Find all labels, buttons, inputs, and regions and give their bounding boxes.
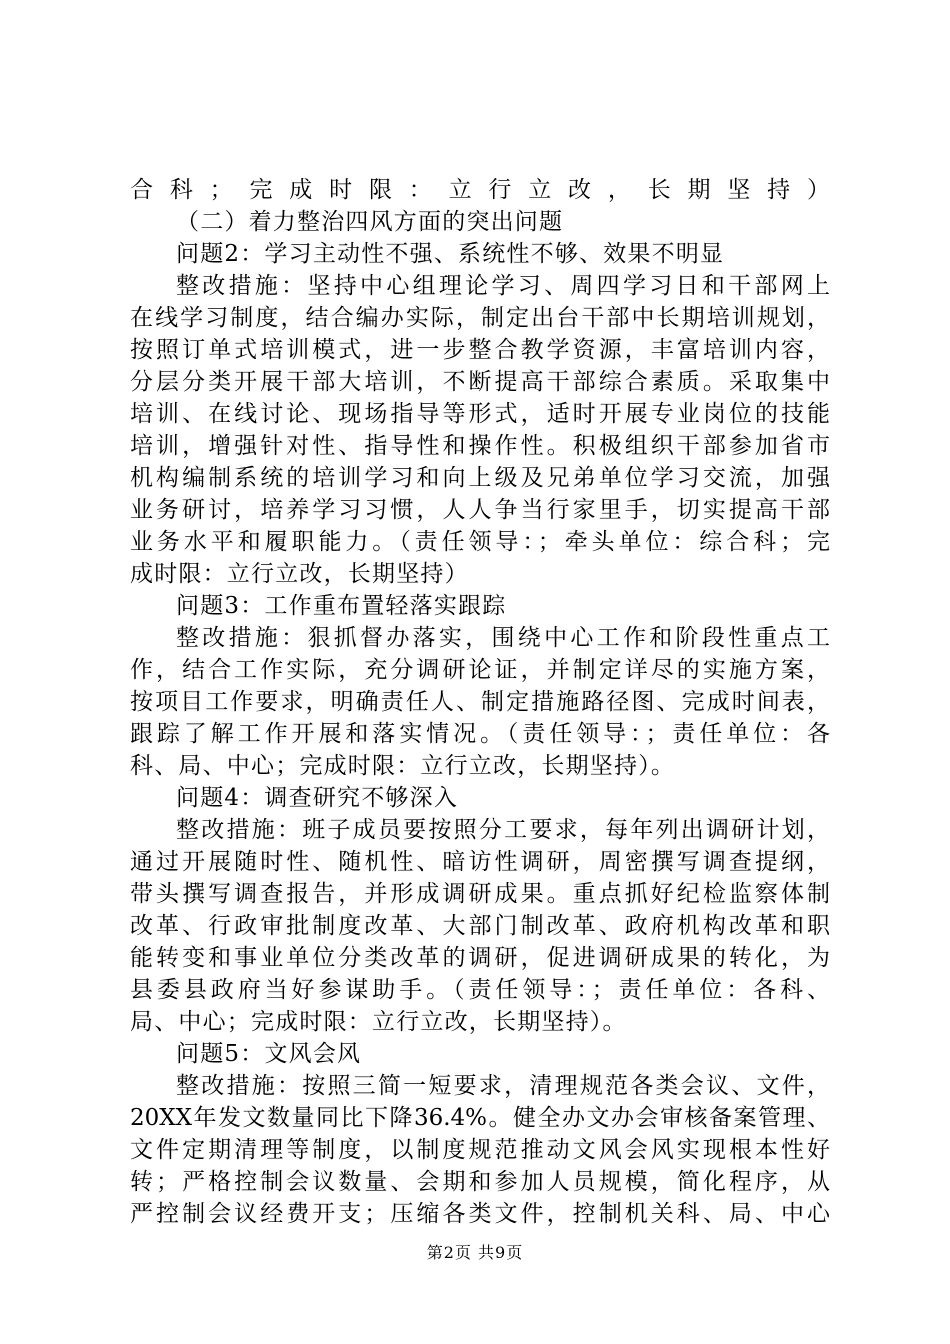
text-line: 通过开展随时性、随机性、暗访性调研，周密撰写调查提纲，: [130, 849, 830, 875]
text-line: 机构编制系统的培训学习和向上级及兄弟单位学习交流，加强: [130, 465, 830, 491]
text-line: 局、中心；完成时限：立行立改，长期坚持）。: [130, 1009, 627, 1035]
text-line: 跟踪了解工作开展和落实情况。（责任领导：；责任单位：各: [130, 721, 830, 747]
text-line: 按照订单式培训模式，进一步整合教学资源，丰富培训内容，: [130, 337, 830, 363]
problem-heading: 问题5：文风会风: [176, 1041, 362, 1067]
problem-heading: 问题2：学习主动性不强、系统性不够、效果不明显: [176, 241, 725, 267]
text-line: 县委县政府当好参谋助手。（责任领导：；责任单位：各科、: [130, 977, 830, 1003]
document-body: [130, 174, 830, 1230]
text-line: 严控制会议经费开支；压缩各类文件，控制机关科、局、中心: [130, 1201, 830, 1227]
text-line: 业务水平和履职能力。（责任领导：；牵头单位：综合科；完: [130, 529, 830, 555]
problem-heading: 问题4：调查研究不够深入: [176, 785, 459, 811]
text-line: 培训，增强针对性、指导性和操作性。积极组织干部参加省市: [130, 433, 830, 459]
text-line: 按项目工作要求，明确责任人、制定措施路径图、完成时间表，: [130, 689, 830, 715]
text-line: 在线学习制度，结合编办实际，制定出台干部中长期培训规划，: [130, 305, 830, 331]
text-line: 20XX年发文数量同比下降36.4%。健全办文办会审核备案管理、: [130, 1105, 830, 1131]
text-line: 整改措施：坚持中心组理论学习、周四学习日和干部网上: [176, 273, 830, 299]
text-line: 整改措施：班子成员要按照分工要求，每年列出调研计划，: [176, 817, 830, 843]
problem-heading: 问题3：工作重布置轻落实跟踪: [176, 593, 507, 619]
text-line: 带头撰写调查报告，并形成调研成果。重点抓好纪检监察体制: [130, 881, 830, 907]
text-line: 整改措施：按照三简一短要求，清理规范各类会议、文件，: [176, 1073, 830, 1099]
text-line: 分层分类开展干部大培训，不断提高干部综合素质。采取集中: [130, 369, 830, 395]
text-line: 整改措施：狠抓督办落实，围绕中心工作和阶段性重点工: [176, 625, 830, 651]
section-heading: （二）着力整治四风方面的突出问题: [176, 209, 564, 235]
text-line: 科、局、中心；完成时限：立行立改，长期坚持）。: [130, 753, 676, 779]
text-line: 业务研讨，培养学习习惯，人人争当行家里手，切实提高干部: [130, 497, 830, 523]
text-line: 合科；完成时限：立行立改，长期坚持）: [130, 177, 830, 203]
text-line: 转；严格控制会议数量、会期和参加人员规模，简化程序，从: [130, 1169, 830, 1195]
text-line: 成时限：立行立改，长期坚持）: [130, 561, 469, 587]
text-line: 能转变和事业单位分类改革的调研，促进调研成果的转化，为: [130, 945, 830, 971]
text-line: 作，结合工作实际，充分调研论证，并制定详尽的实施方案，: [130, 657, 830, 683]
text-line: 文件定期清理等制度，以制度规范推动文风会风实现根本性好: [130, 1137, 830, 1163]
page-footer: 第2页 共9页: [426, 1243, 524, 1262]
text-line: 改革、行政审批制度改革、大部门制改革、政府机构改革和职: [130, 913, 830, 939]
text-line: 培训、在线讨论、现场指导等形式，适时开展专业岗位的技能: [130, 401, 830, 427]
